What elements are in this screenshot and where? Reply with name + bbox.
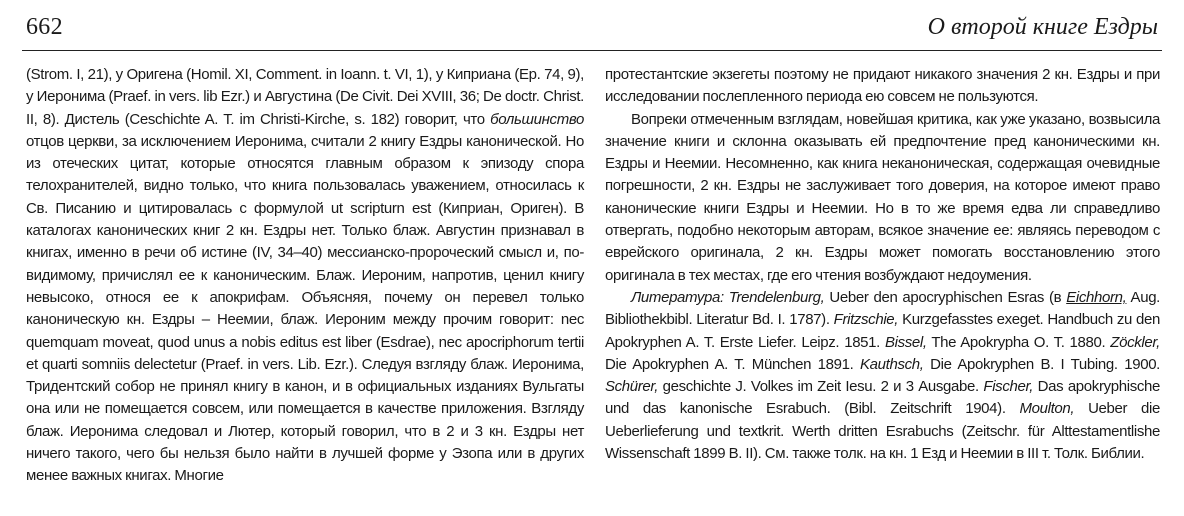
paragraph: Вопреки отмеченным взглядам, новейшая критика, как уже указано, возвысила значение книги и склонна оказывать ей предпочтение пред каноническими кн. Ездры и Неемии. Несомненно, как книга неканоническая, содержащая очевидные погрешности, 2 кн. Ездры не заслуживает того доверия, на которое имеют право канонические книги Ездры и Неемии. Но в то же время едва ли справедливо отвергать, подобно некоторым авторам, всякое значение ее: являясь переводом с еврейского оригинала, 2 кн. Ездры может помогать восстановлению этого оригинала в тех местах, где его чтения возбуждают недоумения. <box>605 110 1160 284</box>
author-name: Eichhorn, <box>1066 288 1127 306</box>
reference-text: Aug. Bibliothekbibl. Literatur Bd. I. 1787). <box>605 288 1160 329</box>
literature-label: Литература: <box>631 288 724 306</box>
author-name: Fischer, <box>983 378 1034 396</box>
reference-text: The Apokrypha O. T. 1880. <box>926 333 1111 351</box>
paragraph: протестантские экзегеты поэтому не придают никакого значения 2 кн. Ездры и при исследовании послепленного периода ею совсем не пользуются. <box>605 66 1160 106</box>
paragraph <box>26 64 584 488</box>
reference-text: Die Apokryphen A. T. München 1891. <box>605 355 860 373</box>
right-column <box>605 64 1160 465</box>
author-name: Schürer, <box>605 378 659 396</box>
reference-text: Ueber die Ueberlieferung und textkrit. Werth dritten Esrabuchs (Zeitschr. für Alttestamentlishe Wissenschaft 1899 B. II). См. также толк. на кн. 1 Езд и Неемии в III т. Толк. Библии. <box>605 400 1160 463</box>
reference-text: Ueber den apocryphischen Esras (в <box>824 288 1067 306</box>
running-title: О второй книге Ездры <box>927 14 1158 40</box>
author-name: Kauthsch, <box>860 355 924 373</box>
author-name: Trendelenburg, <box>728 288 825 306</box>
text-segment: (Strom. I, 21), у Оригена (Homil. XI, Comment. in Ioann. t. VI, 1), у Киприана (Ep. 74, 9), у Иеронима (Praef. in vers. lib Ezr.) и Августина (De Civit. Dei XVIII, 36; De doctr. Christ. II, 8). Дистель (Ceschichte A. T. im Christi-Kirche, s. 182) говорит, что <box>26 66 584 128</box>
reference-text: Das apokryphische und das kanonische Esrabuch. (Bibl. Zeitschrift 1904). <box>605 378 1160 418</box>
reference-text: geschichte J. Volkes im Zeit Iesu. 2 и 3 Ausgabe. <box>658 378 984 396</box>
left-column <box>26 64 584 488</box>
author-name: Moulton, <box>1019 400 1075 418</box>
header-rule <box>22 50 1162 51</box>
author-name: Fritzschie, <box>833 311 899 329</box>
author-name: Bissel, <box>884 333 927 351</box>
page-header <box>0 0 1184 54</box>
literature-paragraph <box>605 287 1160 465</box>
text-segment: отцов церкви, за исключением Иеронима, считали 2 книгу Ездры канонической. Но из отеческих цитат, которые относятся главным образом к эпизоду спора телохранителей, видно только, что книга пользовалась уважением, относилась к Св. Писанию и цитировалась с формулой ut scripturn est (Киприан, Ориген). В каталогах канонических книг 2 кн. Ездры нет. Только блаж. Августин признавал в книгах, именно в речи об истине (IV, 34–40) мессианско-пророческий смысл и, по-видимому, причислял ее к каноническим. Блаж. Иероним, напротив, ценил книгу невысоко, относя ее к апокрифам. Объясняя, почему он перевел только каноническую кн. Ездры – Неемии, блаж. Иероним между прочим говорит: nec quemquam moveat, quod unus a nobis editus est liber (Esdrae), nec apocriphorum tertii et quarti somniis delectetur (Praef. in vers. Lib. Ezr.). Следуя взгляду блаж. Иеронима, Тридентский собор не принял книгу в канон, и в официальных изданиях Вульгаты она или не помещается совсем, или помещается в качестве приложения. Взгляду блаж. Иеронима следовал и Лютер, который говорил, что в 2 и 3 кн. Ездры нет ничего такого, чего бы нельзя было найти в лучшей форме у Эзопа или в других менее важных книгах. Многие <box>26 132 584 485</box>
reference-text: Kurzgefasstes exeget. Handbuch zu den Apokryphen A. T. Erste Liefer. Leipz. 1851. <box>605 311 1160 351</box>
author-name: Zöckler, <box>1110 333 1160 351</box>
page-number: 662 <box>26 14 63 40</box>
reference-text: Die Apokryphen B. I Tubing. 1900. <box>923 355 1160 373</box>
emphasis-text: большинство <box>490 110 584 128</box>
